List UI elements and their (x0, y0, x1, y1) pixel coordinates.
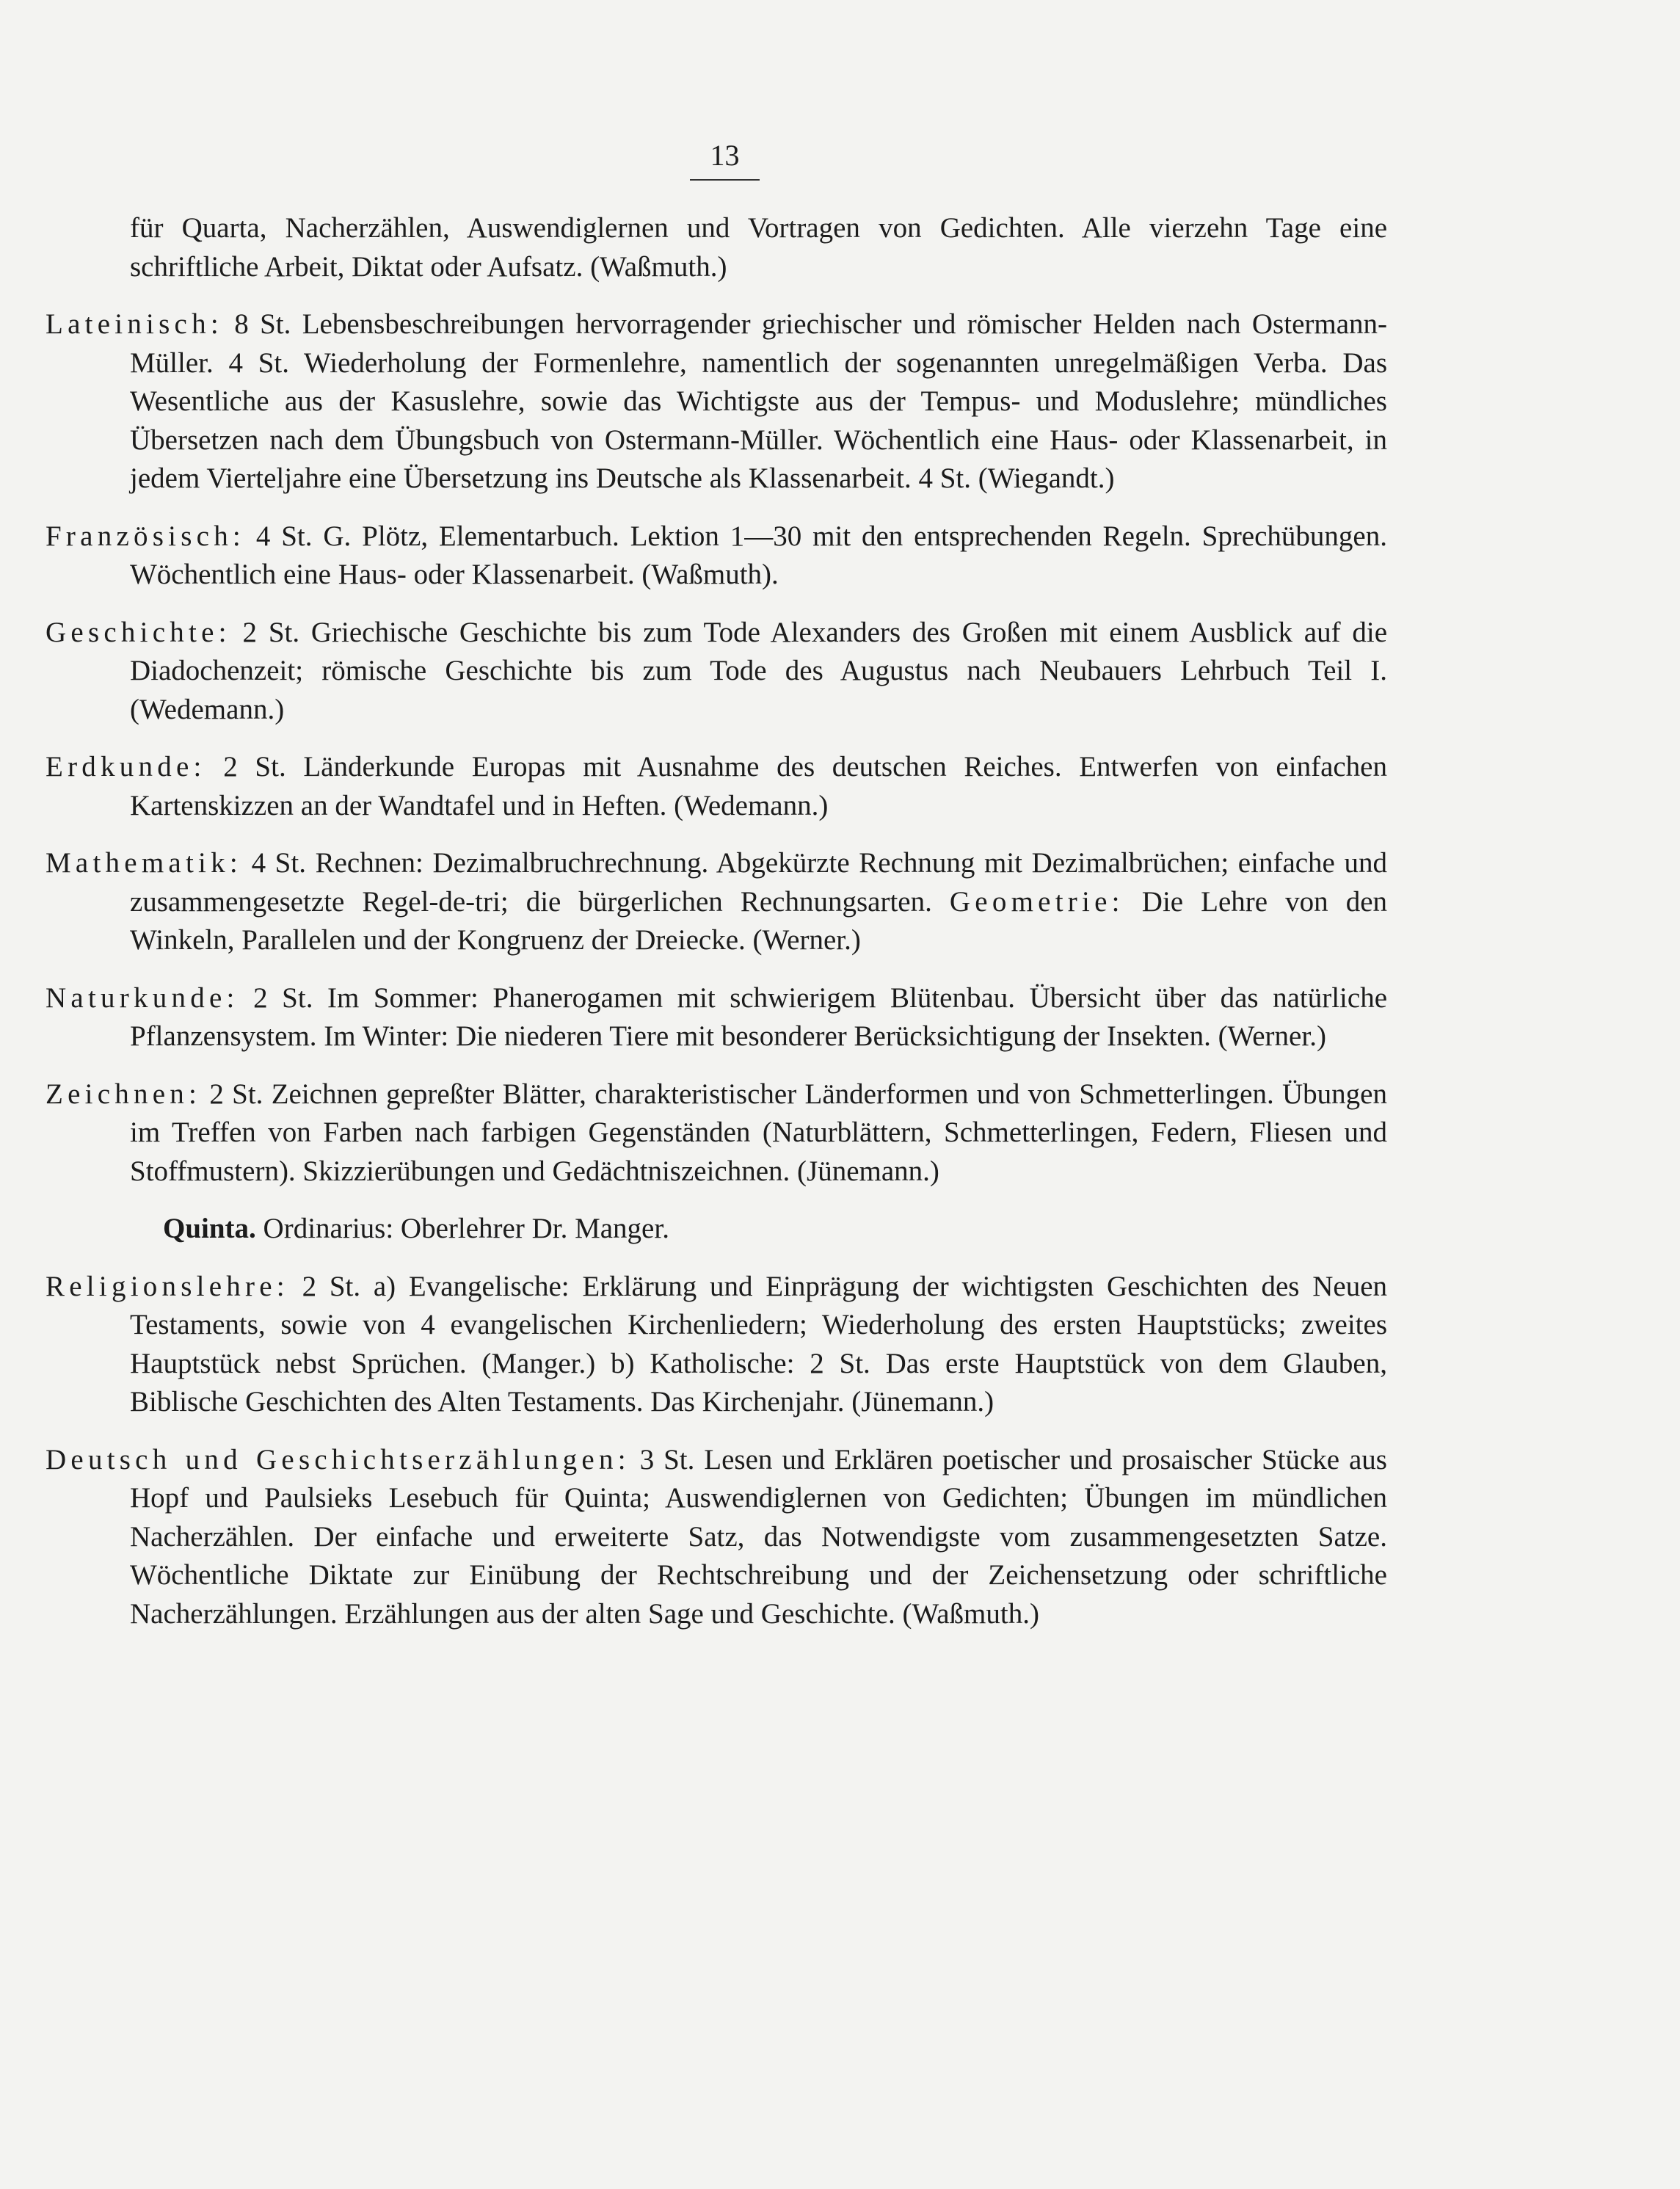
entry-text: 8 St. Lebensbeschreibungen hervorragender griechischer und römischer Helden nach Ostermann-Müller. 4 St. Wiederholung der Formenlehre, namentlich der sogenannten unregelmäßigen Verba. Das Wesentliche aus der Kasuslehre, sowie das Wichtigste aus der Tempus- und Moduslehre; mündliches Übersetzen nach dem Übungsbuch von Ostermann-Müller. Wöchentlich eine Haus- oder Klassenarbeit, in jedem Vierteljahre eine Übersetzung ins Deutsche als Klassenarbeit. 4 St. (Wiegandt.) (130, 308, 1387, 494)
entry-text: für Quarta, Nacherzählen, Auswendiglernen und Vortragen von Gedichten. Alle vierzehn Tage eine schriftliche Arbeit, Diktat oder Aufsatz. (Waßmuth.) (130, 212, 1387, 283)
inline-subject-label: Geometrie: (949, 885, 1124, 918)
entry-text: 2 St. a) Evangelische: Erklärung und Einprägung der wichtigsten Geschichten des Neuen Testaments, sowie von 4 evangelischen Kirchenliedern; Wiederholung des ersten Hauptstücks; zweites Hauptstück nebst Sprüchen. (Manger.) b) Katholische: 2 St. Das erste Hauptstück von dem Glauben, Biblische Geschichten des Alten Testaments. Das Kirchenjahr. (Jünemann.) (130, 1270, 1388, 1417)
entry-lateinisch (46, 305, 1387, 498)
section-subtitle: Ordinarius: Oberlehrer Dr. Manger. (263, 1213, 669, 1244)
document-body (46, 209, 1387, 1652)
entry-erdkunde (46, 748, 1387, 825)
subject-label: Französisch: (46, 520, 246, 552)
subject-label: Geschichte: (46, 616, 231, 648)
entry-deutsch-quarta-continuation (46, 209, 1387, 286)
page-number: 13 (710, 139, 740, 172)
entry-text: 3 St. Lesen und Erklären poetischer und prosaischer Stücke aus Hopf und Paulsieks Lesebuch für Quinta; Auswendiglernen von Gedichten; Übungen im mündlichen Nacherzählen. Der einfache und erweiterte Satz, das Notwendigste vom zusammengesetzten Satze. Wöchentliche Diktate zur Einübung der Rechtschreibung und der Zeichensetzung oder schriftliche Nacherzählungen. Erzählungen aus der alten Sage und Geschichte. (Waßmuth.) (130, 1443, 1387, 1630)
entry-naturkunde (46, 979, 1387, 1056)
subject-label: Zeichnen: (46, 1078, 202, 1110)
entry-geschichte (46, 614, 1387, 730)
entry-deutsch-quinta (46, 1441, 1387, 1634)
section-title: Quinta. (163, 1213, 256, 1244)
subject-label: Lateinisch: (46, 308, 223, 340)
subject-label: Religionslehre: (46, 1270, 289, 1302)
page-number-rule (690, 179, 760, 181)
entry-text: 2 St. Griechische Geschichte bis zum Tode Alexanders des Großen mit einem Ausblick auf die Diadochenzeit; römische Geschichte bis zum Tode des Augustus nach Neubauers Lehrbuch Teil I. (Wedemann.) (130, 616, 1388, 725)
entry-text: 4 St. Rechnen: Dezimalbruchrechnung. Abgekürzte Rechnung mit Dezimalbrüchen; einfache und zusammengesetzte Regel-de-tri; die bürgerlichen Rechnungsarten. (130, 847, 1387, 918)
entry-zeichnen (46, 1075, 1387, 1191)
entry-text: 4 St. G. Plötz, Elementarbuch. Lektion 1—30 mit den entsprechenden Regeln. Sprechübungen. Wöchentlich eine Haus- oder Klassenarbeit. (Waßmuth). (130, 520, 1387, 590)
subject-label: Naturkunde: (46, 981, 239, 1014)
section-heading-quinta (46, 1210, 1387, 1249)
subject-label: Mathematik: (46, 847, 242, 879)
entry-religionslehre (46, 1268, 1387, 1422)
entry-text: 2 St. Länderkunde Europas mit Ausnahme des deutschen Reiches. Entwerfen von einfachen Kartenskizzen an der Wandtafel und in Heften. (Wedemann.) (130, 751, 1387, 821)
subject-label: Erdkunde: (46, 751, 206, 783)
entry-text: 2 St. Zeichnen gepreßter Blätter, charakteristischer Länderformen und von Schmetterlingen. Übungen im Treffen von Farben nach farbigen Gegenständen (Naturblättern, Schmetterlingen, Federn, Fliesen und Stoffmustern). Skizzierübungen und Gedächtniszeichnen. (Jünemann.) (130, 1078, 1387, 1187)
entry-franzoesisch (46, 518, 1387, 595)
entry-text: 2 St. Im Sommer: Phanerogamen mit schwierigem Blütenbau. Übersicht über das natürliche Pflanzensystem. Im Winter: Die niederen Tiere mit besonderer Berücksichtigung der Insekten. (Werner.) (130, 981, 1388, 1052)
subject-label: Deutsch und Geschichtserzählungen: (46, 1443, 630, 1475)
entry-text: Die Lehre von den Winkeln, Parallelen und der Kongruenz der Dreiecke. (Werner.) (130, 885, 1388, 956)
entry-mathematik (46, 844, 1387, 960)
